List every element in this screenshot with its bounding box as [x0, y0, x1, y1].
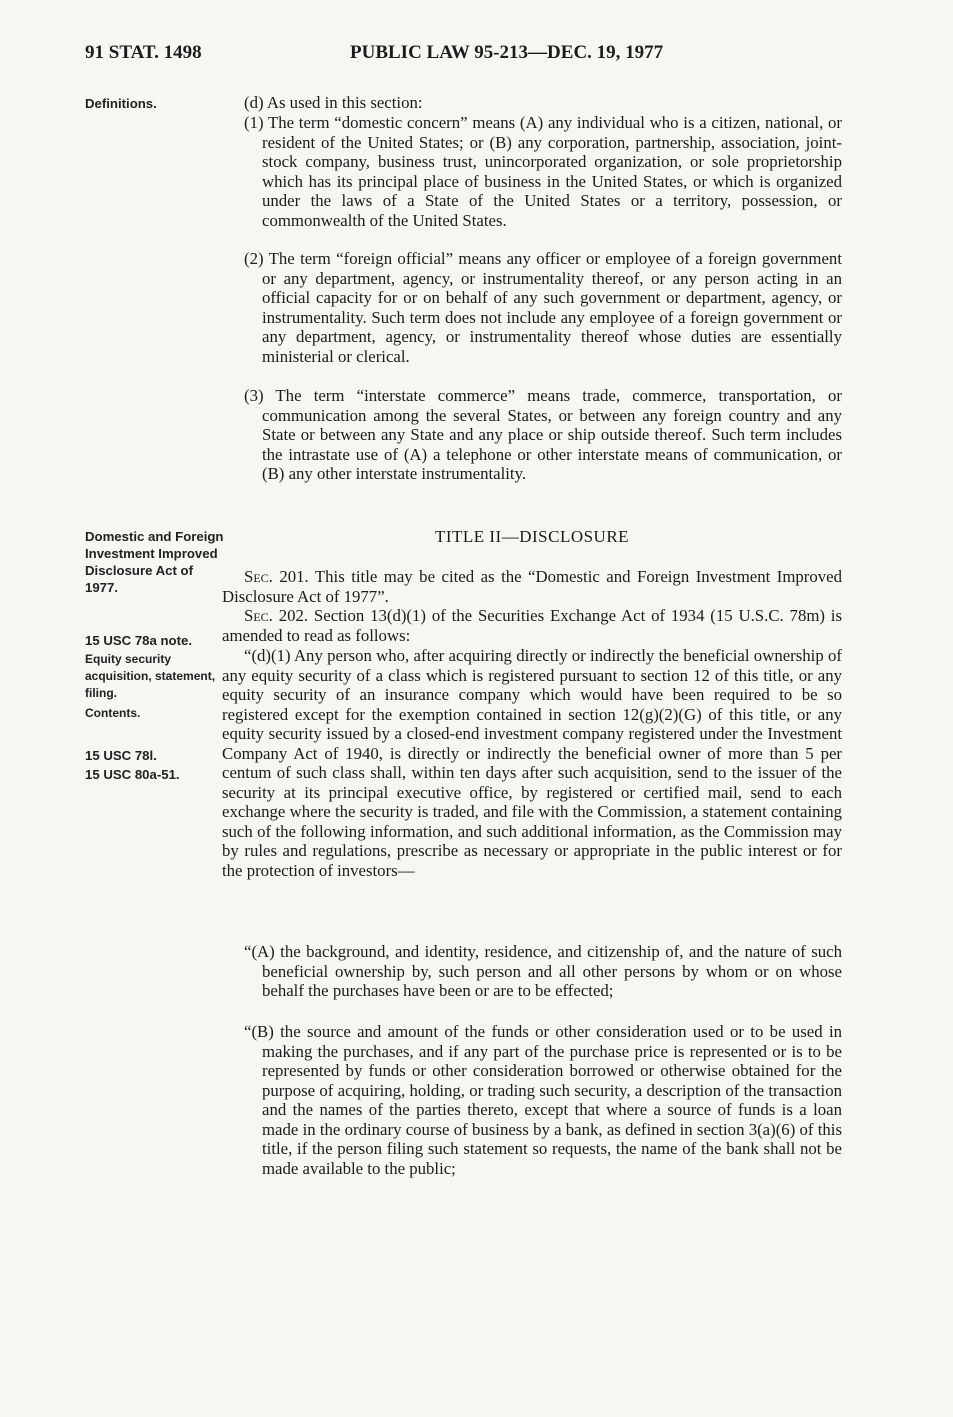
- paragraph-d1: “(d)(1) Any person who, after acquiring directly or indirectly the beneficial ownership of any equity security of a class which is registered pursuant to section 12 of this title, or any equity security of an insurance company which would have been required to be so registered except for the exemption contained in section 12(g)(2)(G) of this title, or any equity security issued by a closed-end investment company registered under the Investment Company Act of 1940, is directly or indirectly the beneficial owner of more than 5 per centum of such class shall, within ten days after such acquisition, send to the issuer of the security at its principal executive office, by registered or certified mail, send to each exchange where the security is traded, and file with the Commission, a statement containing such of the following information, and such additional information, as the Commission may by rules and regulations, prescribe as necessary or appropriate in the public interest or for the protection of investors—: [222, 646, 842, 880]
- definition-interstate-commerce: (3) The term “interstate commerce” means trade, commerce, transportation, or communication among the several States, or between any foreign country and any State or between any State and any place or ship outside thereof. Such term includes the intrastate use of (A) a telephone or other interstate means of communication, or (B) any other interstate instrumentality.: [244, 386, 842, 483]
- section-d-intro: (d) As used in this section:: [244, 93, 423, 112]
- item-a: “(A) the background, and identity, residence, and citizenship of, and the nature of such beneficial ownership by, such person and all other persons by whom or on whose behalf the purchases have been or are to be effected;: [244, 942, 842, 1000]
- margin-note-usc-78l: 15 USC 78l.: [85, 748, 157, 763]
- stat-page-number: 91 STAT. 1498: [85, 42, 202, 63]
- section-201-label: Sec. 201.: [244, 567, 309, 586]
- section-201: [222, 567, 842, 606]
- law-title: PUBLIC LAW 95-213—DEC. 19, 1977: [350, 42, 664, 63]
- title-ii-heading: TITLE II—DISCLOSURE: [434, 527, 630, 546]
- definition-foreign-official: (2) The term “foreign official” means any officer or employee of a foreign government or any department, agency, or instrumentality thereof, or any person acting in an official capacity for or on behalf of any such government or department, agency, or instrumentality. Such term does not include any employee of a foreign government or any department, agency, or instrumentality thereof whose duties are essentially ministerial or clerical.: [244, 249, 842, 366]
- margin-note-definitions: Definitions.: [85, 96, 157, 111]
- margin-note-equity: Equity security acquisition, statement, filing.: [85, 652, 216, 700]
- margin-note-contents: Contents.: [85, 706, 141, 720]
- page-header: [0, 42, 953, 72]
- section-202-label: Sec. 202.: [244, 606, 309, 625]
- definition-domestic-concern: (1) The term “domestic concern” means (A) any individual who is a citizen, national, or resident of the United States; or (B) any corporation, partnership, association, joint-stock company, business trust, unincorporated organization, or sole proprietorship which has its principal place of business in the United States, or which is organized under the laws of a State of the United States or a territory, possession, or commonwealth of the United States.: [244, 113, 842, 230]
- margin-note-usc-80a: 15 USC 80a-51.: [85, 767, 180, 782]
- margin-note-usc-78a: 15 USC 78a note.: [85, 633, 193, 648]
- section-202-text: Section 13(d)(1) of the Securities Exchange Act of 1934 (15 U.S.C. 78m) is amended to read as follows:: [222, 606, 842, 645]
- margin-note-short-title: Domestic and Foreign Investment Improved Disclosure Act of 1977.: [85, 529, 224, 595]
- section-201-text: This title may be cited as the “Domestic and Foreign Investment Improved Disclosure Act of 1977”.: [222, 567, 842, 606]
- item-b: “(B) the source and amount of the funds or other consideration used or to be used in making the purchases, and if any part of the purchase price is represented or is to be represented by funds or other consideration borrowed or otherwise obtained for the purpose of acquiring, holding, or trading such security, a description of the transaction and the names of the parties thereto, except that where a source of funds is a loan made in the ordinary course of business by a bank, as defined in section 3(a)(6) of this title, if the person filing such statement so requests, the name of the bank shall not be made available to the public;: [244, 1022, 842, 1178]
- section-202: [222, 606, 842, 645]
